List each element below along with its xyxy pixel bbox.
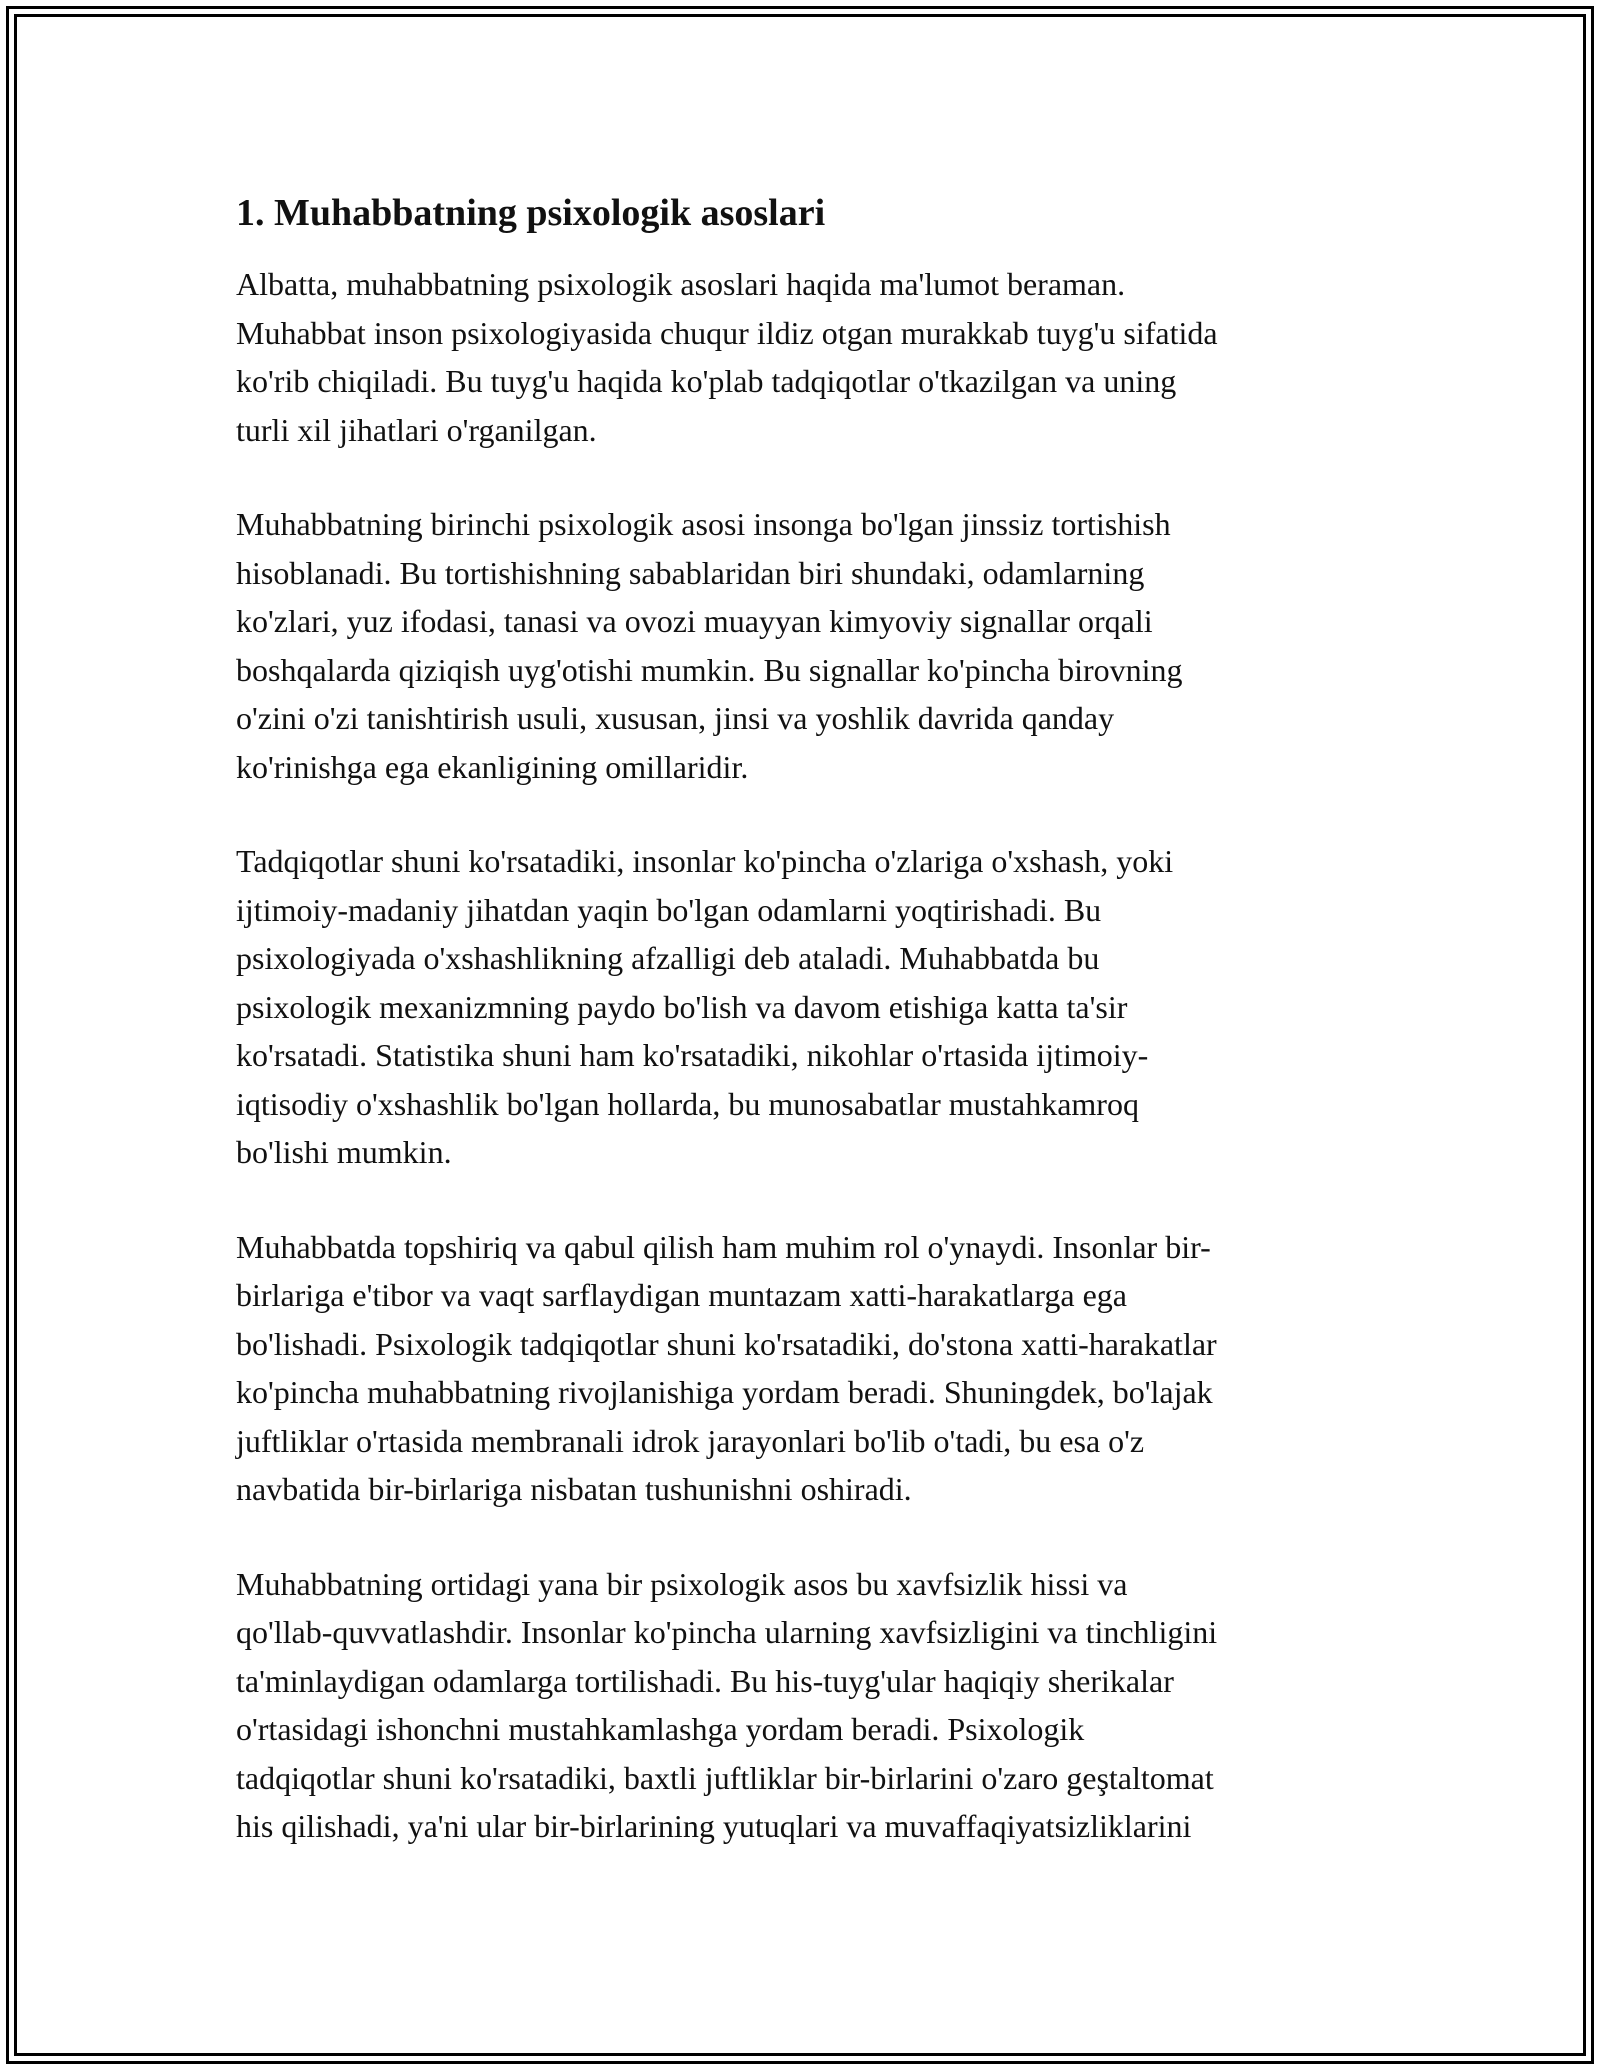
text-line: o'rtasidagi ishonchni mustahkamlashga yordam beradi. Psixologik (236, 1711, 1085, 1747)
text-line: Muhabbatning ortidagi yana bir psixologik asos bu xavfsizlik hissi va (236, 1565, 1128, 1602)
text-line: Albatta, muhabbatning psixologik asoslari haqida ma'lumot beraman. (236, 266, 1126, 302)
text-line: ta'minlaydigan odamlarga tortilishadi. Bu his-tuyg'ular haqiqiy sherikalar (236, 1662, 1174, 1699)
text-line: hisoblanadi. Bu tortishishning sabablaridan biri shundaki, odamlarning (236, 554, 1145, 591)
paragraph-3 (236, 837, 1366, 1177)
document-body (236, 188, 1366, 1897)
text-line: juftliklar o'rtasida membranali idrok jarayonlari bo'lib o'tadi, bu esa o'z (236, 1422, 1145, 1459)
text-line: his qilishadi, ya'ni ular bir-birlarining yutuqlari va muvaffaqiyatsizliklarini (236, 1808, 1192, 1844)
text-line: boshqalarda qiziqish uyg'otishi mumkin. Bu signallar ko'pincha birovning (236, 651, 1183, 688)
text-line: ko'rsatadi. Statistika shuni ham ko'rsatadiki, nikohlar o'rtasida ijtimoiy- (236, 1037, 1149, 1073)
text-line: qo'llab-quvvatlashdir. Insonlar ko'pincha ularning xavfsizligini va tinchligini (236, 1614, 1218, 1650)
text-line: ko'rinishga ega ekanligining omillaridir. (236, 748, 749, 785)
text-line: ko'zlari, yuz ifodasi, tanasi va ovozi muayyan kimyoviy signallar orqali (236, 603, 1153, 639)
text-line: Muhabbatning birinchi psixologik asosi insonga bo'lgan jinssiz tortishish (236, 506, 1171, 542)
text-line: Muhabbat inson psixologiyasida chuqur ildiz otgan murakkab tuyg'u sifatida (236, 314, 1218, 351)
text-line: birlariga e'tibor va vaqt sarflaydigan muntazam xatti-harakatlarga ega (236, 1277, 1127, 1313)
text-line: bo'lishadi. Psixologik tadqiqotlar shuni ko'rsatadiki, do'stona xatti-harakatlar (236, 1325, 1217, 1362)
text-line: bo'lishi mumkin. (236, 1134, 452, 1170)
text-line: iqtisodiy o'xshashlik bo'lgan hollarda, bu munosabatlar mustahkamroq (236, 1085, 1139, 1122)
text-line: ijtimoiy-madaniy jihatdan yaqin bo'lgan odamlarni yoqtirishadi. Bu (236, 891, 1102, 928)
paragraph-4 (236, 1223, 1366, 1514)
text-line: ko'pincha muhabbatning rivojlanishiga yordam beradi. Shuningdek, bo'lajak (236, 1374, 1213, 1410)
text-line: Tadqiqotlar shuni ko'rsatadiki, insonlar ko'pincha o'zlariga o'xshash, yoki (236, 843, 1174, 879)
text-line: navbatida bir-birlariga nisbatan tushunishni oshiradi. (236, 1471, 912, 1507)
text-line: o'zini o'zi tanishtirish usuli, xususan, jinsi va yoshlik davrida qanday (236, 700, 1115, 736)
paragraph-1 (236, 260, 1366, 454)
paragraph-2 (236, 500, 1366, 791)
text-line: ko'rib chiqiladi. Bu tuyg'u haqida ko'plab tadqiqotlar o'tkazilgan va uning (236, 363, 1177, 399)
section-heading: 1. Muhabbatning psixologik asoslari (236, 192, 826, 234)
paragraph-5 (236, 1560, 1366, 1851)
text-line: psixologik mexanizmning paydo bo'lish va davom etishiga katta ta'sir (236, 988, 1128, 1025)
text-line: turli xil jihatlari o'rganilgan. (236, 411, 597, 448)
text-line: tadqiqotlar shuni ko'rsatadiki, baxtli juftliklar bir-birlarini o'zaro geştaltomat (236, 1759, 1214, 1796)
text-line: psixologiyada o'xshashlikning afzalligi deb ataladi. Muhabbatda bu (236, 940, 1100, 976)
text-line: Muhabbatda topshiriq va qabul qilish ham muhim rol o'ynaydi. Insonlar bir- (236, 1228, 1211, 1265)
